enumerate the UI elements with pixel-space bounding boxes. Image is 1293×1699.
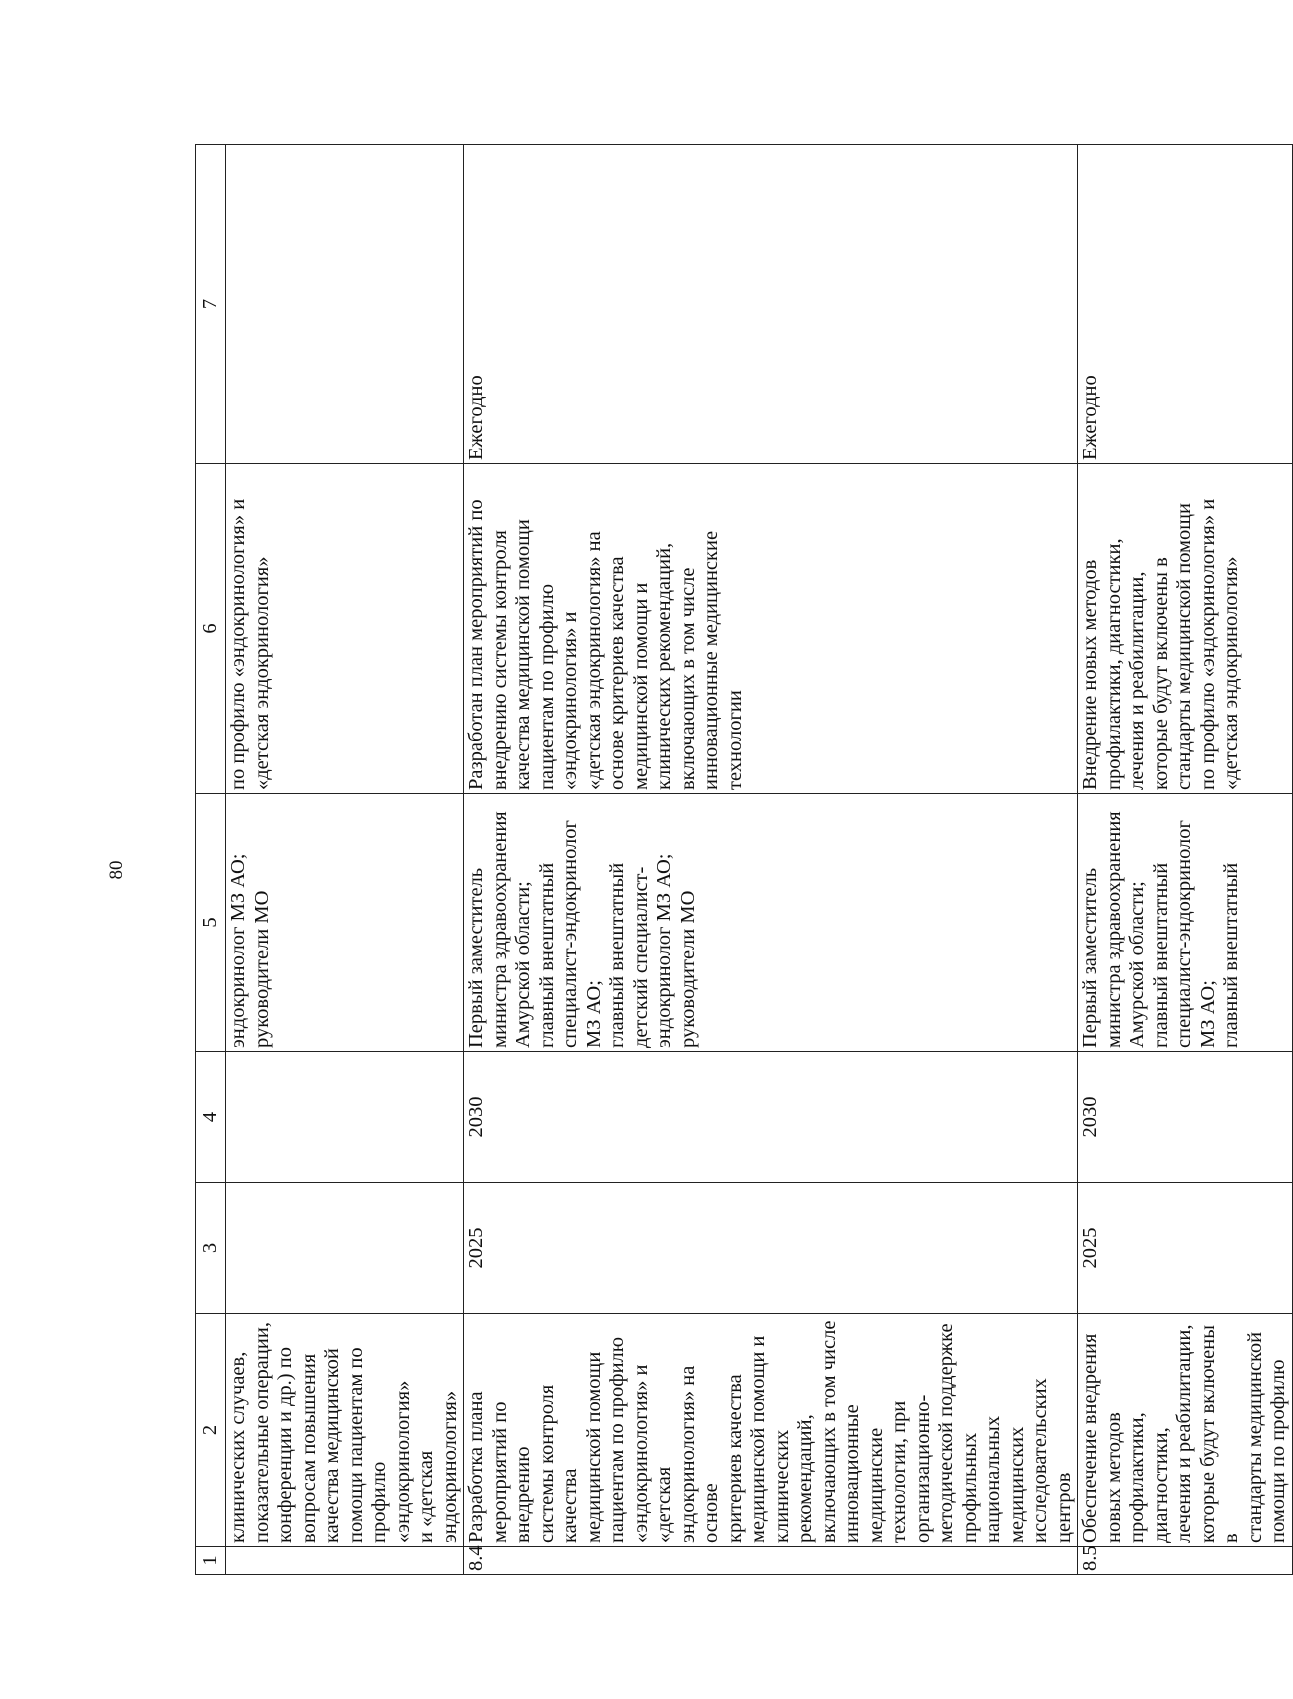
row-number-cell: 8.4 [464,1547,1078,1575]
column-header: 7 [196,145,226,464]
plan-table [195,144,1293,1575]
result-cell: Внедрение новых методов профилактики, диагностики, лечения и реабилитации, которые будут включены в стандарты медицинской помощи по профилю «эндокринология» и «детская эндокринология» [1078,464,1293,794]
result-cell: по профилю «эндокринология» и «детская эндокринология» [226,464,464,794]
column-header: 3 [196,1183,226,1314]
end-year-cell [226,1052,464,1183]
end-year-cell: 2030 [1078,1052,1293,1183]
table-row-8-5 [1078,145,1293,1575]
row-number-cell [226,1547,464,1575]
table-row-8-4 [464,145,1078,1575]
column-header: 6 [196,464,226,794]
responsible-cell: Первый заместитель министра здравоохранения Амурской области; главный внештатный специалист-эндокринолог МЗ АО; главный внештатный детский специалист- эндокринолог МЗ АО; руководители МО [464,794,1078,1052]
rotated-page-content [195,145,1289,1575]
column-header: 2 [196,1314,226,1547]
page-number: 80 [106,860,127,880]
result-cell: Разработан план мероприятий по внедрению системы контроля качества медицинской помощи пациентам по профилю «эндокринология» и «детская эндокринология» на основе критериев качества медицинской помощи и клинических рекомендаций, включающих в том числе инновационные медицинские технологии [464,464,1078,794]
responsible-cell: эндокринолог МЗ АО; руководители МО [226,794,464,1052]
start-year-cell [226,1183,464,1314]
frequency-cell: Ежегодно [1078,145,1293,464]
frequency-cell [226,145,464,464]
start-year-cell: 2025 [1078,1183,1293,1314]
row-number-cell: 8.5 [1078,1547,1293,1575]
table-row-continuation [226,145,464,1575]
column-header: 5 [196,794,226,1052]
column-header: 1 [196,1547,226,1575]
column-number-row [196,145,226,1575]
column-header: 4 [196,1052,226,1183]
activity-cell: Разработка плана мероприятий по внедрению системы контроля качества медицинской помощи пациентам по профилю «эндокринология» и «детская эндокринология» на основе критериев качества медицинской помощи и клинических рекомендаций, включающих в том числе инновационные медицинские технологии, при организационно- методической поддержке профильных национальных медицинских исследовательских центров [464,1314,1078,1547]
frequency-cell: Ежегодно [464,145,1078,464]
activity-cell: клинических случаев, показательные операции, конференции и др.) по вопросам повышения качества медицинской помощи пациентам по профилю «эндокринология» и «детская эндокринология» [226,1314,464,1547]
responsible-cell: Первый заместитель министра здравоохранения Амурской области; главный внештатный специалист-эндокринолог МЗ АО; главный внештатный [1078,794,1293,1052]
start-year-cell: 2025 [464,1183,1078,1314]
activity-cell: Обеспечение внедрения новых методов профилактики, диагностики, лечения и реабилитации, которые будут включены в стандарты медицинской помощи по профилю [1078,1314,1293,1547]
end-year-cell: 2030 [464,1052,1078,1183]
